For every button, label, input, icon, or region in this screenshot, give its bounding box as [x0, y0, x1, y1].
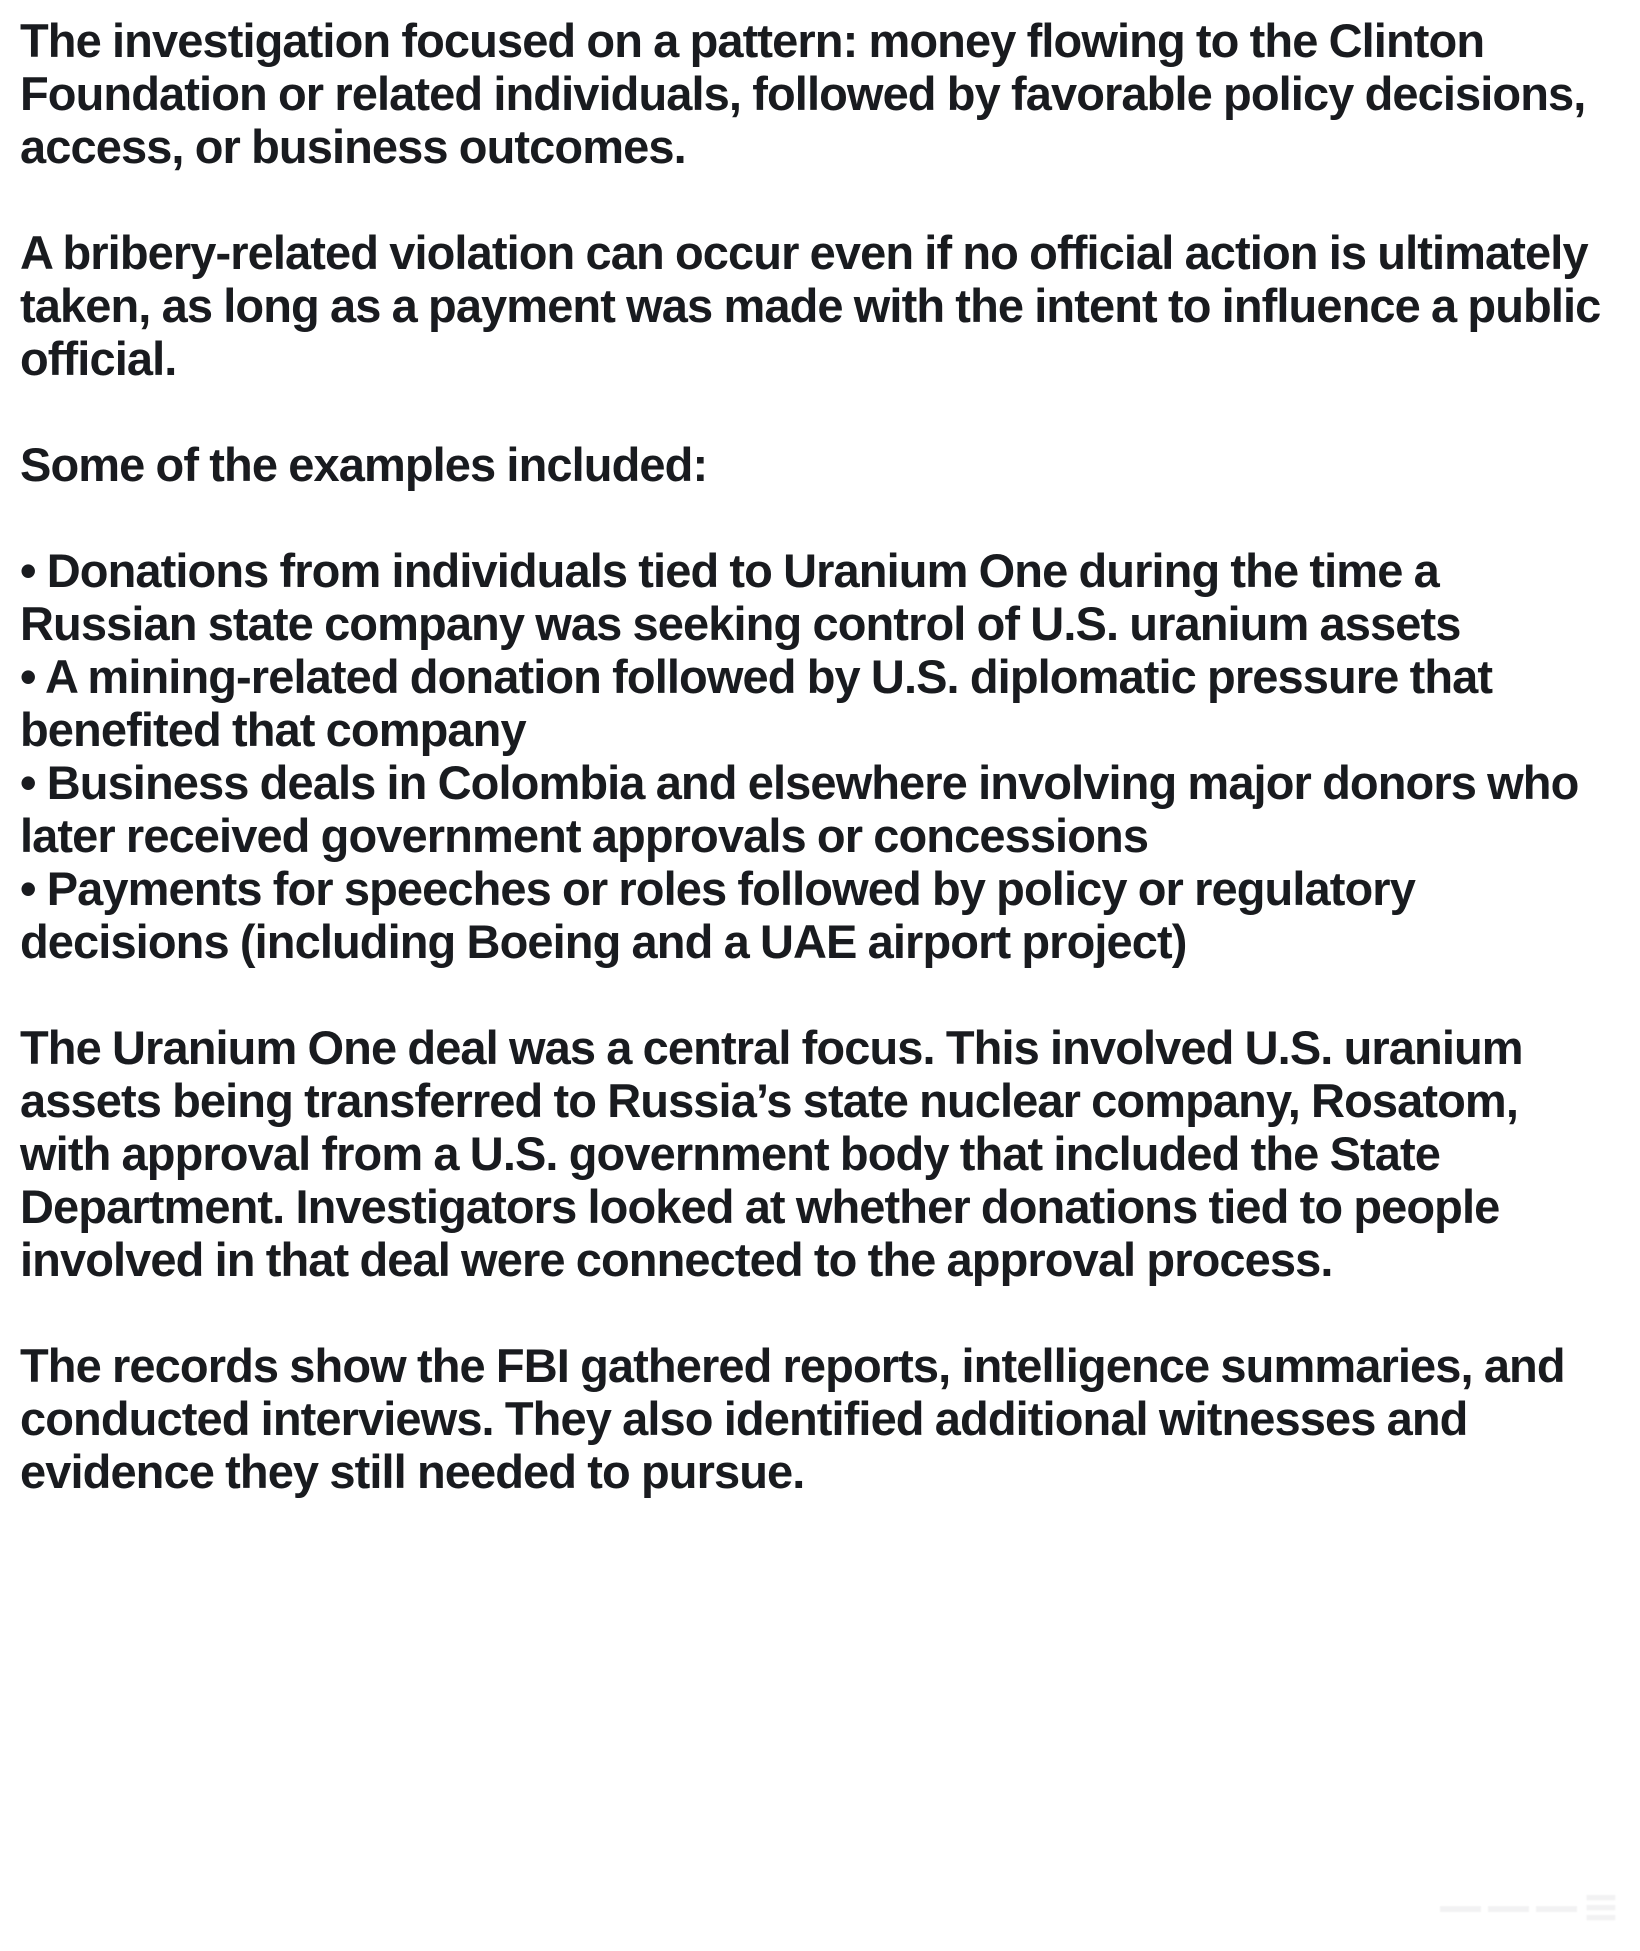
watermark: ———≡: [1437, 1879, 1622, 1933]
examples-list: [20, 544, 1616, 968]
article-body: [20, 14, 1616, 1498]
paragraph-spacer: [20, 173, 1616, 226]
list-item: [20, 544, 1616, 650]
list-item: [20, 862, 1616, 968]
bullet-icon: •: [20, 650, 45, 703]
paragraph-records: The records show the FBI gathered reports, intelligence summaries, and conducted interviews. They also identified additional witnesses and evidence they still needed to pursue.: [20, 1339, 1565, 1498]
list-item-label: A mining-related donation followed by U.S. diplomatic pressure that benefited that company: [20, 650, 1493, 756]
bullet-icon: •: [20, 544, 47, 597]
list-item-label: Payments for speeches or roles followed by policy or regulatory decisions (including Boeing and a UAE airport project): [20, 862, 1415, 968]
paragraph-spacer: [20, 968, 1616, 1021]
paragraph-uranium-one: The Uranium One deal was a central focus. This involved U.S. uranium assets being transferred to Russia’s state nuclear company, Rosatom, with approval from a U.S. government body that included the State Department. Investigators looked at whether donations tied to people involved in that deal were connected to the approval process.: [20, 1021, 1523, 1286]
paragraph-examples-intro: Some of the examples included:: [20, 438, 708, 491]
list-item: [20, 650, 1616, 756]
list-item-label: Business deals in Colombia and elsewhere involving major donors who later received government approvals or concessions: [20, 756, 1579, 862]
paragraph-spacer: [20, 1286, 1616, 1339]
bullet-icon: •: [20, 862, 47, 915]
paragraph-spacer: [20, 491, 1616, 544]
bullet-icon: •: [20, 756, 47, 809]
list-item-label: Donations from individuals tied to Uranium One during the time a Russian state company was seeking control of U.S. uranium assets: [20, 544, 1461, 650]
paragraph-pattern: The investigation focused on a pattern: money flowing to the Clinton Foundation or related individuals, followed by favorable policy decisions, access, or business outcomes.: [20, 14, 1586, 173]
list-item: [20, 756, 1616, 862]
paragraph-bribery: A bribery-related violation can occur even if no official action is ultimately taken, as long as a payment was made with the intent to influence a public official.: [20, 226, 1601, 385]
paragraph-spacer: [20, 385, 1616, 438]
